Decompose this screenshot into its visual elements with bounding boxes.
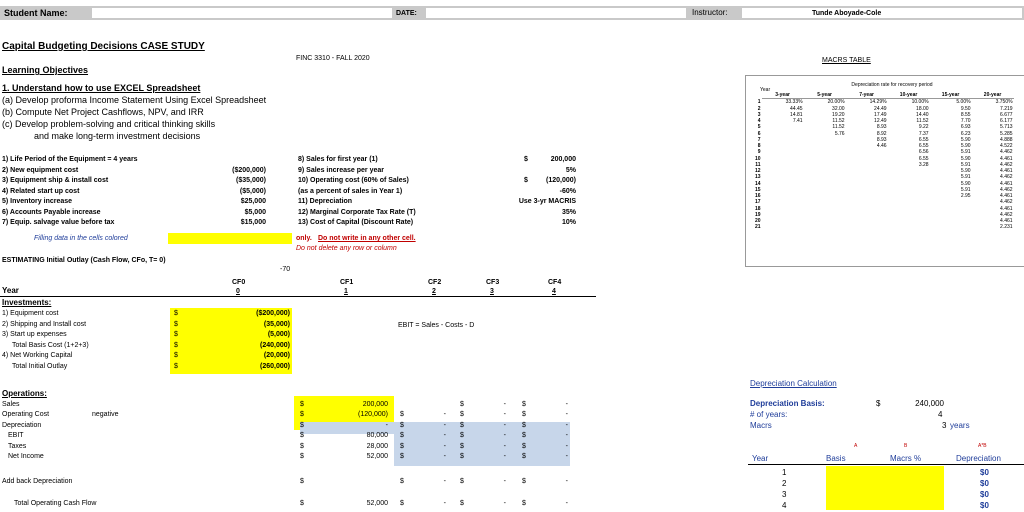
macrs-row xyxy=(754,224,1014,230)
macrs-cell: 6.677 xyxy=(1000,111,1013,118)
macrs-cell: 7.219 xyxy=(1000,105,1013,112)
macrs-cell: 5.90 xyxy=(960,155,971,162)
operations-cf2: - xyxy=(443,432,446,440)
macrs-cell: 2.231 xyxy=(1000,224,1013,231)
macrs-cell: 6.55 xyxy=(918,143,929,149)
investment-value: (240,000) xyxy=(260,341,290,349)
macrs-cell: 4.462 xyxy=(1000,199,1013,206)
operations-cf1: 200,000 xyxy=(362,401,388,408)
macrs-cell: 10 xyxy=(755,155,761,162)
operations-cf1: 28,000 xyxy=(366,442,388,450)
investment-label: Total Basis Cost (1+2+3) xyxy=(12,341,89,349)
dep-year: 4 xyxy=(782,501,787,510)
dep-basis-cur: $ xyxy=(876,399,881,408)
operations-cf4: - xyxy=(565,411,568,419)
operations-cf2: - xyxy=(443,411,446,419)
macrs-cell: 7.70 xyxy=(960,118,971,124)
operations-cf4: - xyxy=(565,421,568,429)
operations-currency: $ xyxy=(460,453,464,460)
macrs-cell: 5.91 xyxy=(960,174,971,181)
operations-label: Depreciation xyxy=(2,421,42,429)
macrs-header: 5-year xyxy=(804,92,846,99)
macrs-cell: 24.49 xyxy=(874,105,887,112)
macrs-cell: 5.90 xyxy=(960,143,971,149)
investment-label: Total Initial Outlay xyxy=(12,363,68,370)
operations-currency: $ xyxy=(522,432,526,440)
operations-currency: $ xyxy=(460,421,464,429)
cf-year: 2 xyxy=(432,288,436,295)
macrs-cell: 4.461 xyxy=(1000,155,1013,162)
operations-currency: $ xyxy=(400,453,404,460)
yellow-legend-swatch xyxy=(168,233,292,244)
macrs-cell: 6.177 xyxy=(1000,118,1013,124)
date-field[interactable] xyxy=(426,8,686,18)
macrs-cell: 14.29% xyxy=(869,99,887,106)
macrs-cell: 8.92 xyxy=(876,130,887,137)
input-right-label: 8) Sales for first year (1) xyxy=(298,156,378,163)
investment-value: (35,000) xyxy=(263,320,290,328)
macrs-cell: 3.28 xyxy=(918,161,929,168)
dep-years-label: # of years: xyxy=(750,410,788,419)
total-ocf-currency: $ xyxy=(300,500,304,507)
input-right-label: 13) Cost of Capital (Discount Rate) xyxy=(298,219,414,226)
macrs-cell: 16 xyxy=(755,193,761,199)
macrs-cell xyxy=(762,224,804,230)
macrs-cell: 5.90 xyxy=(960,136,971,143)
no-write-note: Do not write in any other cell. xyxy=(318,235,416,242)
instructor-name: Tunde Aboyade-Cole xyxy=(812,10,882,17)
operations-currency: $ xyxy=(300,453,304,460)
input-left-value: $15,000 xyxy=(240,219,266,226)
operations-currency: $ xyxy=(522,442,526,450)
investment-currency: $ xyxy=(174,320,178,328)
investment-value: (20,000) xyxy=(263,352,290,360)
macrs-header: 7-year xyxy=(846,92,888,99)
total-ocf-dash: - xyxy=(503,500,506,507)
input-left-label: 7) Equip. salvage value before tax xyxy=(2,219,115,226)
investment-currency: $ xyxy=(174,363,178,370)
cf-year: 0 xyxy=(236,288,240,295)
cf-year: 4 xyxy=(552,288,556,295)
macrs-cell: 6.55 xyxy=(918,136,929,143)
input-right-label: 9) Sales increase per year xyxy=(298,166,385,174)
input-right-value: 35% xyxy=(561,208,576,216)
student-name-label: Student Name: xyxy=(4,8,68,18)
input-right-label: 10) Operating cost (60% of Sales) xyxy=(298,177,409,184)
operations-currency: $ xyxy=(460,442,464,450)
macrs-cell: 9.50 xyxy=(960,105,971,112)
macrs-cell: 10.00% xyxy=(911,99,929,106)
total-ocf-currency: $ xyxy=(400,500,404,507)
input-right-value: 200,000 xyxy=(550,156,576,163)
investment-label: 1) Equipment cost xyxy=(2,310,59,317)
objective-c: (c) Develop problem-solving and critical thinking skills xyxy=(2,119,216,129)
operations-label: Operating Cost xyxy=(2,411,50,419)
operations-cf4: - xyxy=(565,442,568,450)
estimating-label: ESTIMATING Initial Outlay (Cash Flow, CFo, T= 0) xyxy=(2,257,166,264)
student-name-field[interactable] xyxy=(92,8,392,18)
operations-currency: $ xyxy=(300,401,304,408)
macrs-cell: 4.462 xyxy=(1000,186,1013,193)
input-left-value: ($35,000) xyxy=(236,177,266,184)
input-right-currency: $ xyxy=(524,177,528,184)
macrs-cell: 18 xyxy=(755,205,761,212)
macrs-cell xyxy=(930,224,972,230)
macrs-cell: 44.45 xyxy=(790,105,803,112)
operations-currency: $ xyxy=(300,442,304,450)
date-label: DATE: xyxy=(396,10,417,17)
cf-header: CF0 xyxy=(232,279,246,286)
macrs-header: 3-year xyxy=(762,92,804,99)
dep-basis-label: Depreciation Basis: xyxy=(750,399,825,408)
macrs-cell: 5.00% xyxy=(956,99,971,106)
operations-currency: $ xyxy=(400,411,404,419)
operations-cf2: - xyxy=(443,421,446,429)
input-left-value: $5,000 xyxy=(244,208,266,216)
operations-cf3: - xyxy=(503,432,506,440)
total-ocf-currency: $ xyxy=(460,500,464,507)
minus70-label: -70 xyxy=(280,266,291,273)
objective-a: (a) Develop proforma Income Statement Using Excel Spreadsheet xyxy=(2,95,267,105)
dep-col-pct: Macrs % xyxy=(890,454,922,463)
macrs-cell: 7.41 xyxy=(792,118,803,124)
macrs-cell: 4.462 xyxy=(1000,149,1013,156)
macrs-cell: 11.52 xyxy=(832,124,845,131)
macrs-cell: 20 xyxy=(755,218,761,224)
input-right-label: 12) Marginal Corporate Tax Rate (T) xyxy=(298,208,416,216)
dep-header-rule xyxy=(748,464,1024,465)
year-label: Year xyxy=(2,286,19,295)
input-left-label: 5) Inventory increase xyxy=(2,198,73,205)
macrs-cell: 4.461 xyxy=(1000,205,1013,212)
macrs-cell: 13 xyxy=(755,174,761,181)
macrs-cell: 4 xyxy=(757,118,761,124)
macrs-cell: 4.461 xyxy=(1000,180,1013,187)
macrs-cell: 14 xyxy=(755,180,761,187)
macrs-cell: 5.91 xyxy=(960,186,971,193)
operations-cf3: - xyxy=(503,421,506,429)
input-right-label: 11) Depreciation xyxy=(298,198,353,205)
operations-currency: $ xyxy=(460,411,464,419)
dep-year: 2 xyxy=(782,479,787,488)
operations-cf1: - xyxy=(385,421,388,429)
investment-label: 4) Net Working Capital xyxy=(2,352,73,360)
operations-heading: Operations: xyxy=(2,389,47,398)
input-right-value: (120,000) xyxy=(546,177,576,184)
macrs-cell: 4.461 xyxy=(1000,218,1013,224)
macrs-cell: 3.750% xyxy=(995,99,1013,106)
investments-heading: Investments: xyxy=(2,298,52,307)
macrs-cell: 11.52 xyxy=(832,118,845,124)
macrs-cell: 6 xyxy=(757,130,761,137)
macrs-cell: 6.55 xyxy=(918,155,929,162)
macrs-input-area[interactable] xyxy=(826,466,944,510)
operations-currency: $ xyxy=(460,432,464,440)
input-left-label: 2) New equipment cost xyxy=(2,166,79,174)
operations-cf1: 80,000 xyxy=(366,432,388,440)
operations-currency: $ xyxy=(522,411,526,419)
input-left-value: $25,000 xyxy=(240,198,266,205)
cf-header: CF2 xyxy=(428,279,442,286)
macrs-header-row xyxy=(754,92,1014,99)
macrs-cell: 17 xyxy=(755,199,761,206)
operations-cf4: - xyxy=(565,401,568,408)
input-right-value: Use 3-yr MACRIS xyxy=(518,198,576,205)
macrs-cell xyxy=(846,224,888,230)
input-left-value: ($200,000) xyxy=(232,166,266,174)
instructor-label: Instructor: xyxy=(692,8,728,17)
macrs-cell: 6.56 xyxy=(918,149,929,156)
add-back-dash: - xyxy=(565,478,568,485)
macrs-cell xyxy=(888,224,930,230)
operations-cf2: - xyxy=(443,453,446,460)
operations-currency: $ xyxy=(522,453,526,460)
total-ocf-label: Total Operating Cash Flow xyxy=(14,500,97,507)
macrs-cell: 14.81 xyxy=(790,111,803,118)
operations-cf1: 52,000 xyxy=(366,453,388,460)
macrs-cell: 7.37 xyxy=(918,130,929,137)
macrs-cell: 17.49 xyxy=(874,111,887,118)
macrs-cell: 1 xyxy=(757,99,761,105)
macrs-cell: 32.00 xyxy=(832,105,845,112)
macrs-cell xyxy=(804,224,846,230)
macrs-cell: 11.52 xyxy=(916,118,929,124)
dep-years-value: 4 xyxy=(938,410,943,419)
input-right-currency: $ xyxy=(524,156,528,163)
investment-label: 2) Shipping and Install cost xyxy=(2,320,87,328)
input-right-label: (as a percent of sales in Year 1) xyxy=(298,187,403,195)
total-ocf-cf1: 52,000 xyxy=(366,500,388,507)
macrs-cell: 5.91 xyxy=(960,149,971,156)
dep-macrs-unit: years xyxy=(950,421,970,430)
operations-currency: $ xyxy=(522,401,526,408)
macrs-cell: 5.90 xyxy=(960,168,971,174)
investment-value: ($200,000) xyxy=(256,310,290,317)
macrs-cell: 14.40 xyxy=(916,111,929,118)
macrs-cell: 20.00% xyxy=(827,99,845,106)
cf-header: CF3 xyxy=(486,279,500,286)
macrs-cell: 21 xyxy=(755,224,761,231)
macrs-row xyxy=(754,99,1014,106)
total-ocf-currency: $ xyxy=(522,500,526,507)
add-back-currency: $ xyxy=(522,478,526,485)
depreciation-calc-heading: Depreciation Calculation xyxy=(750,379,837,388)
macrs-caption: Depreciation rate for recovery period xyxy=(851,82,933,88)
input-right-value: 10% xyxy=(561,219,576,226)
input-left-label: 1) Life Period of the Equipment = 4 years xyxy=(2,156,138,163)
investment-currency: $ xyxy=(174,341,178,349)
input-left-value: ($5,000) xyxy=(239,187,266,195)
input-left-label: 4) Related start up cost xyxy=(2,187,80,195)
macrs-cell: 4.462 xyxy=(1000,174,1013,181)
dep-value: $0 xyxy=(980,501,989,510)
macrs-cell: 9.22 xyxy=(918,124,929,131)
operations-label: Net Income xyxy=(8,453,44,460)
negative-note: negative xyxy=(92,411,119,418)
macrs-corner xyxy=(754,92,762,99)
year-rule xyxy=(0,296,596,297)
total-ocf-dash: - xyxy=(443,500,446,507)
operations-cf3: - xyxy=(503,453,506,460)
macrs-cell: 5.90 xyxy=(960,180,971,187)
macrs-cell: 5.91 xyxy=(960,161,971,168)
macrs-cell: 3 xyxy=(757,111,761,118)
macrs-cell: 4.461 xyxy=(1000,193,1013,199)
operations-label: EBIT xyxy=(8,432,24,440)
dep-col-dep: Depreciation xyxy=(956,454,1001,463)
investment-currency: $ xyxy=(174,331,178,339)
dep-macrs-label: Macrs xyxy=(750,421,772,430)
investment-value: (5,000) xyxy=(267,331,290,339)
add-back-dash: - xyxy=(503,478,506,485)
operations-cf3: - xyxy=(503,411,506,419)
macrs-cell: 19.20 xyxy=(832,111,845,118)
cf-header: CF4 xyxy=(548,279,562,286)
macrs-cell: 6.93 xyxy=(960,124,971,131)
add-back-currency: $ xyxy=(460,478,464,485)
macrs-header: 10-year xyxy=(888,92,930,99)
dep-col-basis: Basis xyxy=(826,454,846,463)
macrs-table xyxy=(754,92,1014,231)
col-b-marker: B xyxy=(904,443,908,449)
macrs-header: 15-year xyxy=(930,92,972,99)
operations-currency: $ xyxy=(460,401,464,408)
dep-macrs-value: 3 xyxy=(942,421,947,430)
operations-currency: $ xyxy=(400,421,404,429)
macrs-cell: 15 xyxy=(755,186,761,193)
investment-label: 3) Start up expenses xyxy=(2,331,67,339)
filling-note: Filling data in the cells colored xyxy=(34,235,128,242)
macrs-cell: 4.461 xyxy=(1000,168,1013,174)
input-left-label: 6) Accounts Payable increase xyxy=(2,208,101,216)
operations-currency: $ xyxy=(300,421,304,429)
macrs-cell: 12 xyxy=(755,168,761,174)
investment-currency: $ xyxy=(174,352,178,360)
dep-col-year: Year xyxy=(752,454,769,463)
macrs-cell: 4.888 xyxy=(1000,136,1013,143)
input-left-label: 3) Equipment ship & install cost xyxy=(2,177,109,184)
investment-value: (260,000) xyxy=(260,363,290,370)
add-back-dash: - xyxy=(443,478,446,485)
macrs-cell: 6.23 xyxy=(960,130,971,137)
macrs-header: 20-year xyxy=(972,92,1014,99)
macrs-table-title: MACRS TABLE xyxy=(822,57,871,64)
col-axb-marker: A*B xyxy=(978,443,987,449)
macrs-cell: 33.33% xyxy=(785,99,803,106)
macrs-cell: 5.713 xyxy=(1000,124,1013,131)
add-back-label: Add back Depreciation xyxy=(2,478,73,485)
dep-year: 3 xyxy=(782,490,787,499)
macrs-cell: 4.462 xyxy=(1000,211,1013,218)
input-right-value: 5% xyxy=(565,166,576,174)
input-right-value: -60% xyxy=(559,187,576,195)
dep-value: $0 xyxy=(980,490,989,499)
macrs-cell: 12.49 xyxy=(874,118,887,124)
objective-b: (b) Compute Net Project Cashflows, NPV, and IRR xyxy=(2,107,204,117)
operations-cf3: - xyxy=(503,442,506,450)
objective-excel: 1. Understand how to use EXCEL Spreadsheet xyxy=(2,83,201,93)
operations-currency: $ xyxy=(300,432,304,440)
operations-currency: $ xyxy=(400,442,404,450)
operations-label: Sales xyxy=(2,401,20,408)
macrs-cell: 8.93 xyxy=(876,124,887,131)
operations-cf3: - xyxy=(503,401,506,408)
dep-value: $0 xyxy=(980,479,989,488)
macrs-cell: 5.285 xyxy=(1000,130,1013,137)
operations-currency: $ xyxy=(300,411,304,419)
cf-year: 1 xyxy=(344,288,348,295)
operations-cf4: - xyxy=(565,453,568,460)
macrs-cell: 4.462 xyxy=(1000,161,1013,168)
macrs-cell: 8 xyxy=(757,143,761,149)
macrs-cell: 7 xyxy=(757,136,761,143)
dep-value: $0 xyxy=(980,468,989,477)
dep-year: 1 xyxy=(782,468,787,477)
operations-cf2: - xyxy=(443,442,446,450)
macrs-cell: 2.95 xyxy=(960,193,971,199)
operations-cf4: - xyxy=(565,432,568,440)
course-label: FINC 3310 - FALL 2020 xyxy=(296,55,370,62)
operations-label: Taxes xyxy=(8,442,27,450)
macrs-cell: 2 xyxy=(757,105,761,112)
macrs-cell: 19 xyxy=(755,211,761,218)
operations-cf1: (120,000) xyxy=(358,411,388,419)
dep-basis-value: 240,000 xyxy=(915,399,944,408)
no-delete-note: Do not delete any row or column xyxy=(296,245,397,252)
operations-currency: $ xyxy=(400,432,404,440)
investment-currency: $ xyxy=(174,310,178,317)
macrs-year-label: Year xyxy=(760,87,771,93)
cf-header: CF1 xyxy=(340,279,354,286)
macrs-cell: 4.46 xyxy=(876,143,887,149)
macrs-cell: 8.55 xyxy=(960,111,971,118)
instructor-field xyxy=(742,8,1022,18)
add-back-currency: $ xyxy=(400,478,404,485)
macrs-cell: 8.93 xyxy=(876,136,887,143)
operations-currency: $ xyxy=(522,421,526,429)
ebit-note: EBIT = Sales - Costs - D xyxy=(398,322,475,329)
objectives-heading: Learning Objectives xyxy=(2,65,89,75)
col-a-marker: A xyxy=(854,443,858,449)
macrs-cell: 4.522 xyxy=(1000,143,1013,149)
macrs-cell: 5 xyxy=(757,124,761,131)
objective-d: and make long-term investment decisions xyxy=(34,131,201,141)
cf-year: 3 xyxy=(490,288,494,295)
add-back-currency: $ xyxy=(300,478,304,485)
macrs-cell: 11 xyxy=(755,161,761,168)
macrs-cell: 9 xyxy=(757,149,761,156)
macrs-cell: 5.76 xyxy=(834,130,845,137)
macrs-cell: 18.00 xyxy=(916,105,929,112)
only-note: only. xyxy=(296,235,312,242)
case-title: Capital Budgeting Decisions CASE STUDY xyxy=(2,41,205,52)
total-ocf-dash: - xyxy=(565,500,568,507)
